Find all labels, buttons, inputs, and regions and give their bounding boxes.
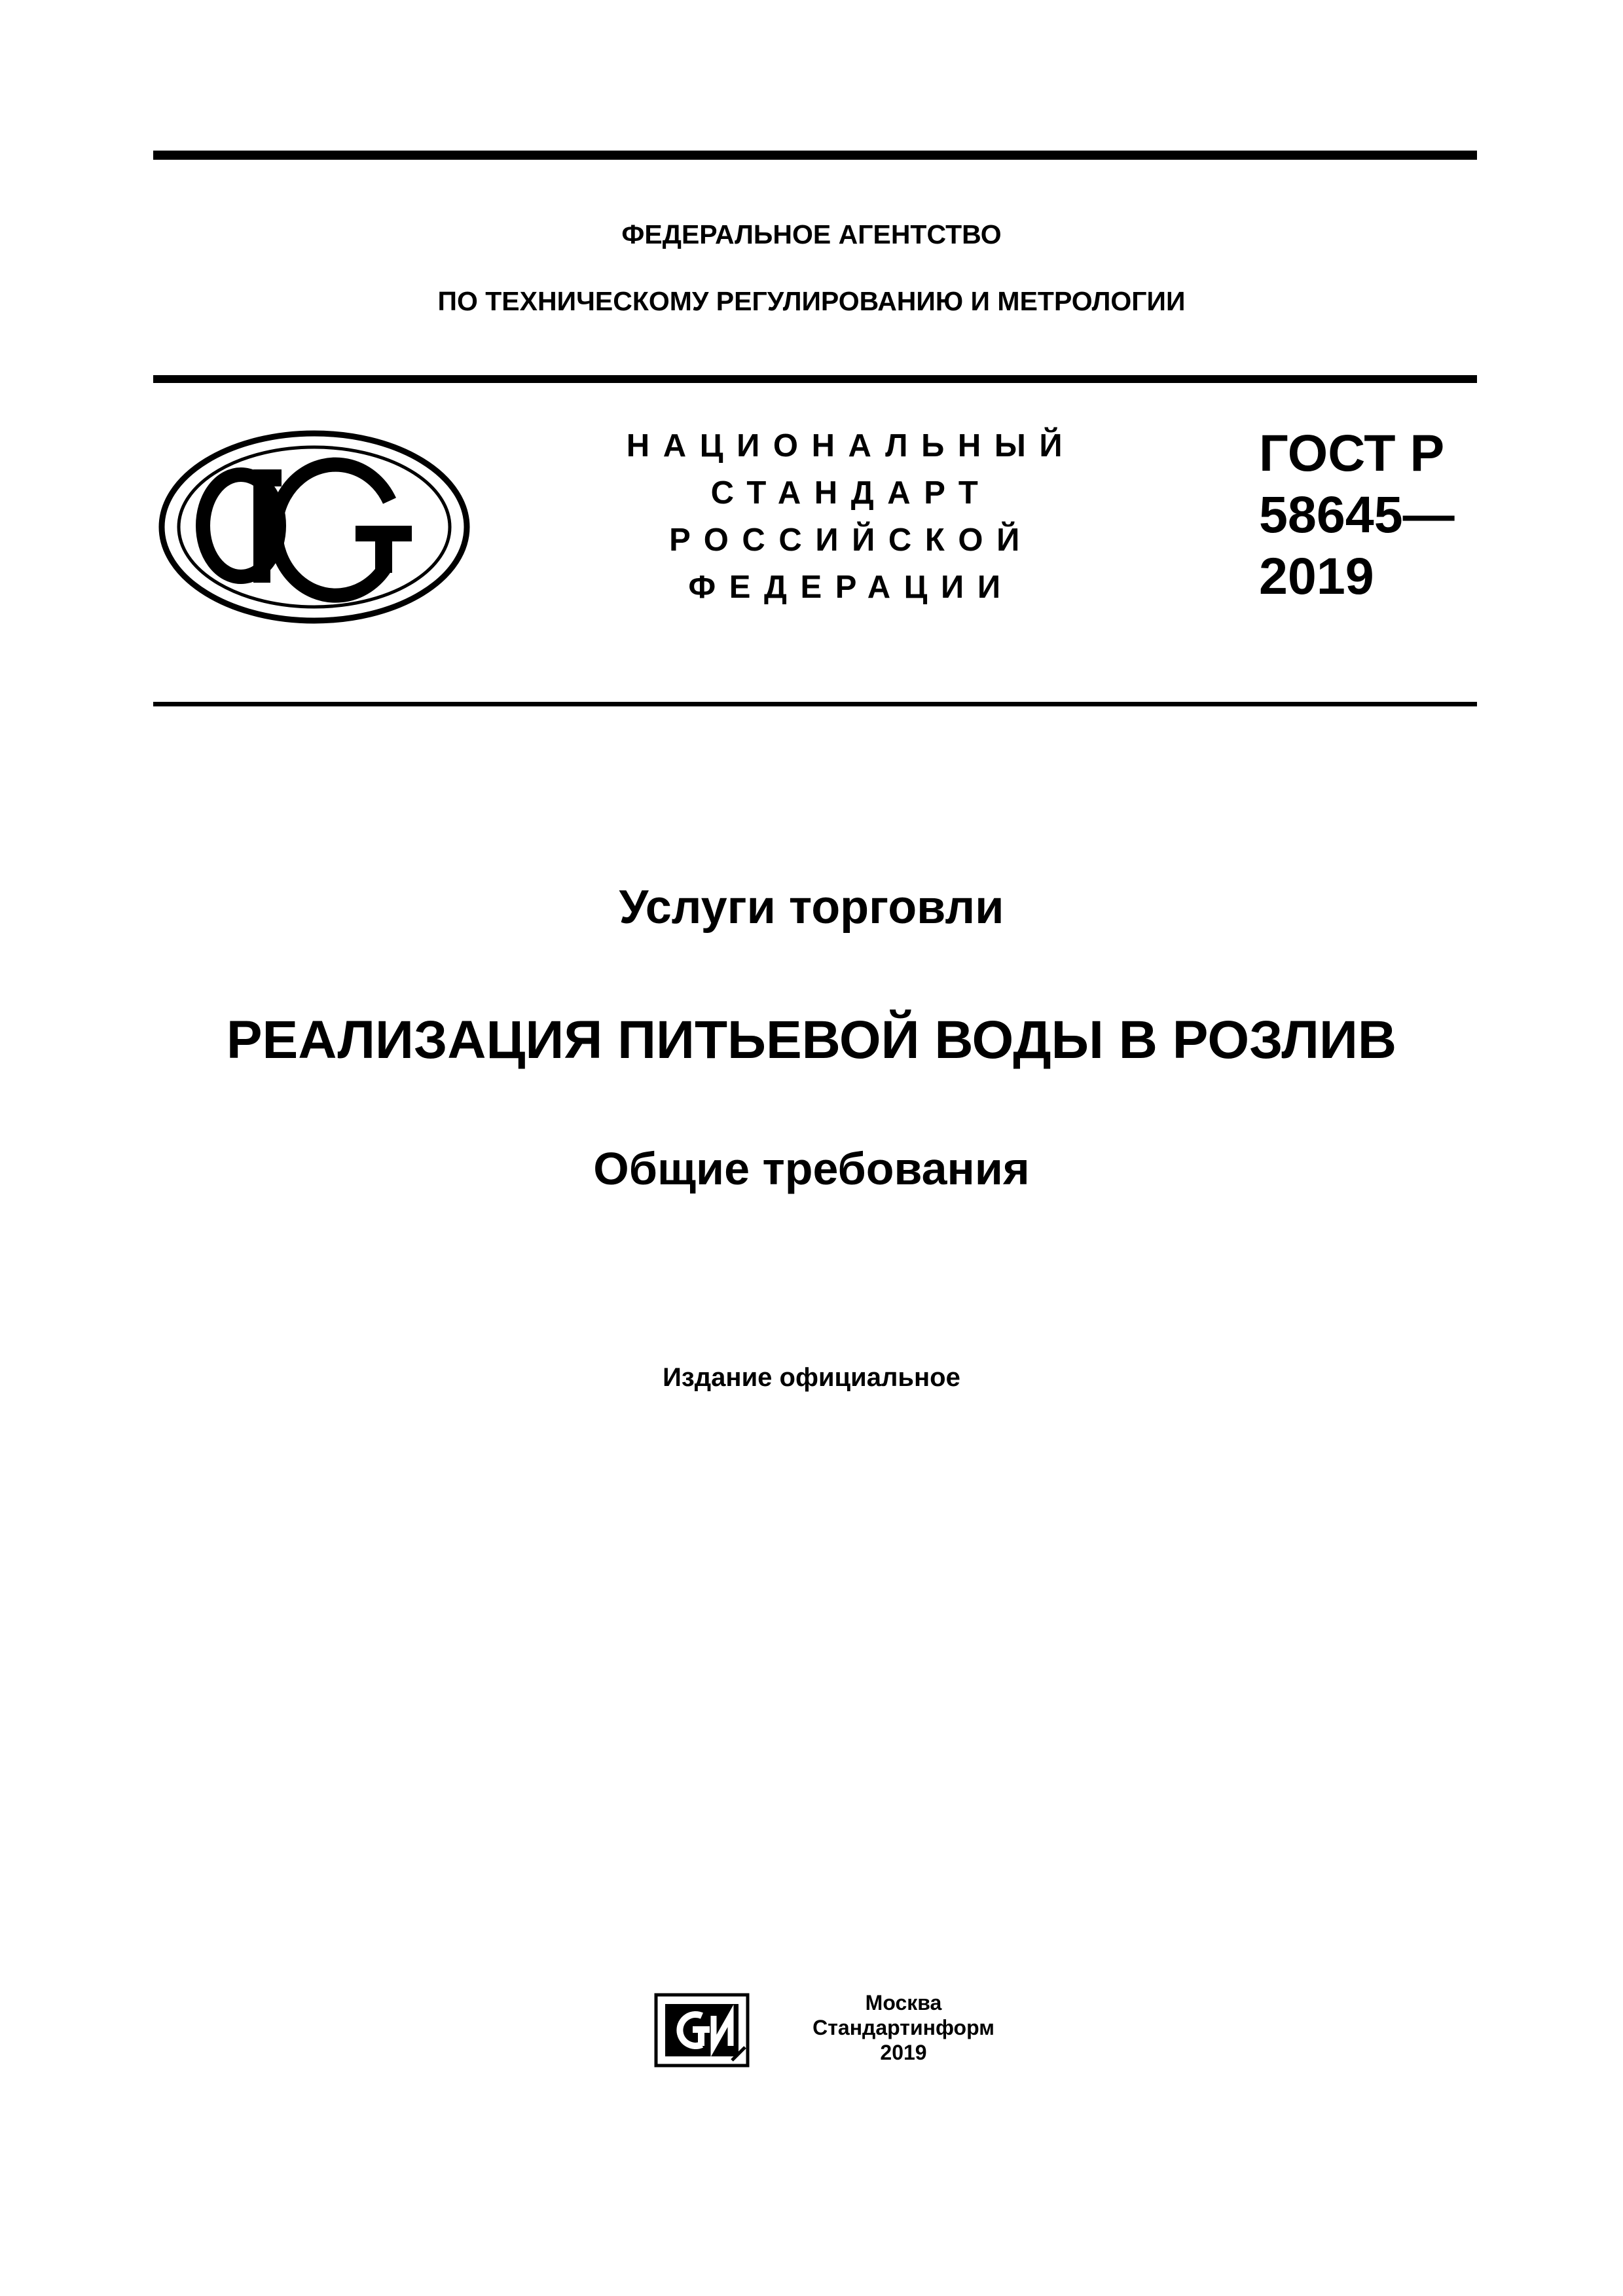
top-rule: [153, 151, 1477, 160]
designation-line-3: 2019: [1259, 547, 1374, 605]
standartinform-logo-icon: [653, 1992, 750, 2068]
agency-line-1: ФЕДЕРАЛЬНОЕ АГЕНТСТВО: [621, 219, 1002, 249]
rst-emblem-icon: [157, 429, 471, 625]
title-sub: Общие требования: [593, 1143, 1030, 1194]
designation-line-1: ГОСТ Р: [1259, 424, 1445, 482]
publisher-year: 2019: [880, 2041, 927, 2064]
national-standard-block: [589, 422, 1113, 611]
national-standard-line-1: НАЦИОНАЛЬНЫЙ: [626, 428, 1076, 464]
national-standard-line-4: ФЕДЕРАЦИИ: [688, 570, 1014, 605]
edition-note: Издание официальное: [663, 1363, 960, 1392]
title-main: РЕАЛИЗАЦИЯ ПИТЬЕВОЙ ВОДЫ В РОЗЛИВ: [226, 1010, 1397, 1070]
designation-line-2: 58645—: [1259, 485, 1455, 543]
national-standard-line-2: СТАНДАРТ: [710, 475, 992, 511]
publisher-city: Москва: [865, 1991, 942, 2014]
publisher-name: Стандартинформ: [812, 2016, 994, 2039]
agency-line-2: ПО ТЕХНИЧЕСКОМУ РЕГУЛИРОВАНИЮ И МЕТРОЛОГИИ: [437, 286, 1186, 316]
standard-designation: [1259, 422, 1455, 607]
title-rule: [153, 702, 1477, 706]
title-group: Услуги торговли: [619, 881, 1004, 934]
publisher-block: [753, 1990, 1054, 2065]
national-standard-line-3: РОССИЙСКОЙ: [669, 522, 1033, 558]
header-rule: [153, 375, 1477, 383]
